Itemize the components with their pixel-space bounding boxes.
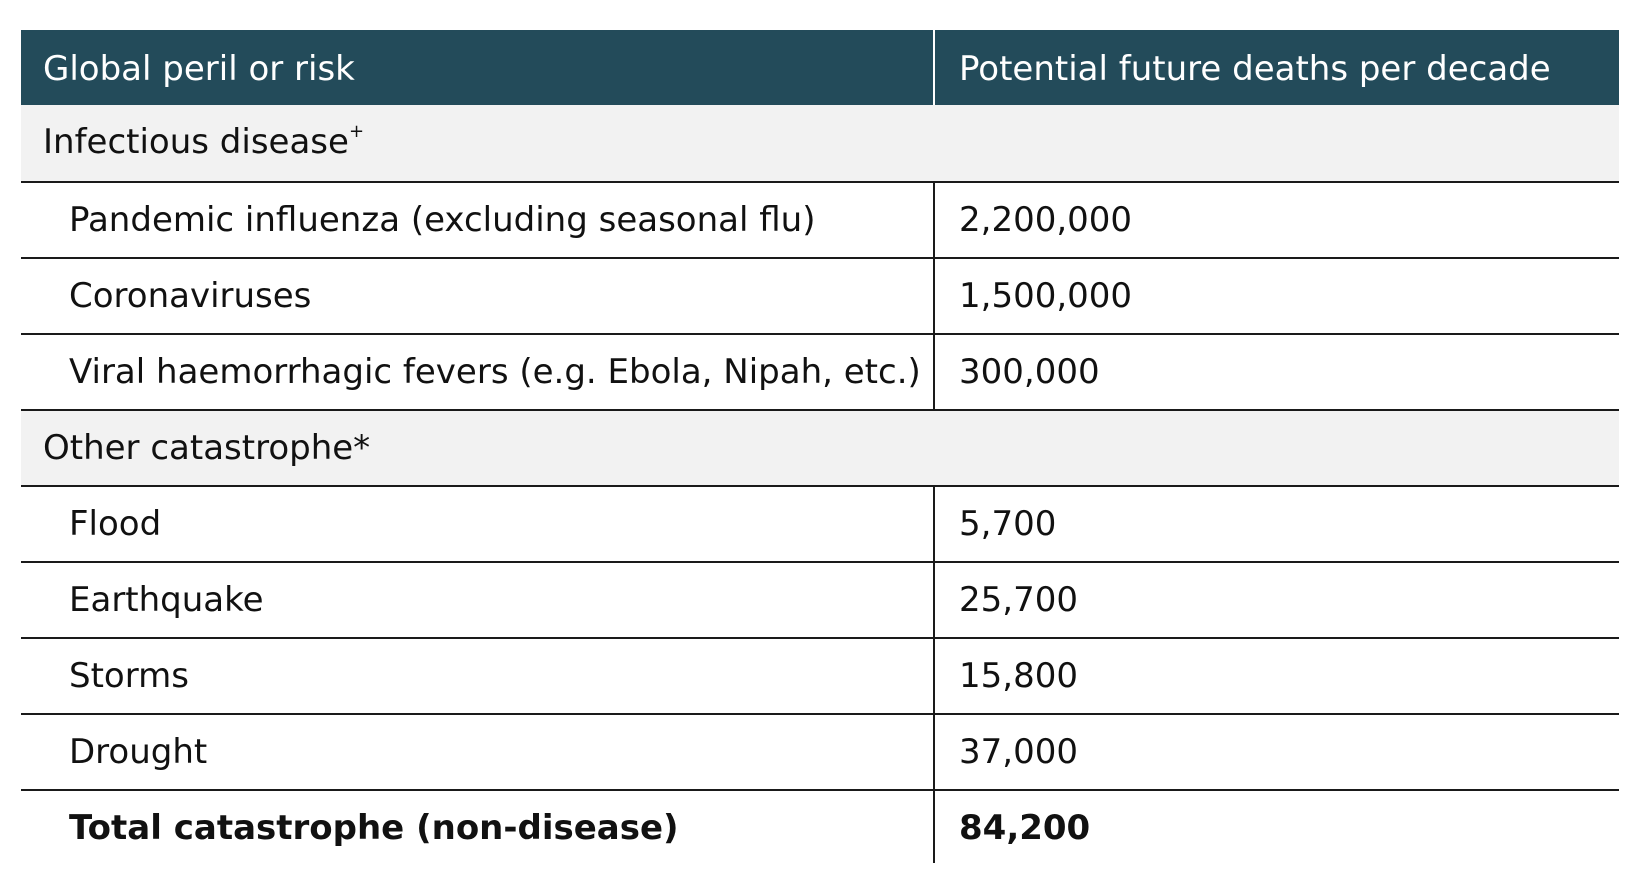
risk-cell: Earthquake xyxy=(69,580,264,620)
risk-cell: Storms xyxy=(69,656,189,696)
risk-cell: Viral haemorrhagic fevers (e.g. Ebola, Nipah, etc.) xyxy=(69,352,921,392)
deaths-cell: 300,000 xyxy=(933,335,1619,409)
section-label: Infectious disease+ xyxy=(43,121,365,162)
section-infectious-disease xyxy=(21,105,1619,181)
table-row xyxy=(21,561,1619,637)
risk-cell: Flood xyxy=(69,504,162,544)
section-marker: + xyxy=(348,121,365,142)
table-row xyxy=(21,257,1619,333)
risk-cell: Pandemic influenza (excluding seasonal flu) xyxy=(69,200,816,240)
header-deaths: Potential future deaths per decade xyxy=(933,30,1619,105)
table-row xyxy=(21,637,1619,713)
total-value: 84,200 xyxy=(933,791,1619,863)
total-row xyxy=(21,789,1619,865)
deaths-cell: 1,500,000 xyxy=(933,259,1619,333)
table-row xyxy=(21,181,1619,257)
table-header xyxy=(21,30,1619,105)
deaths-cell: 25,700 xyxy=(933,563,1619,637)
table-row xyxy=(21,713,1619,789)
table-row xyxy=(21,333,1619,409)
risk-table xyxy=(21,30,1619,865)
risk-cell: Drought xyxy=(69,732,208,772)
section-other-catastrophe xyxy=(21,409,1619,485)
deaths-cell: 2,200,000 xyxy=(933,183,1619,257)
table-row xyxy=(21,485,1619,561)
deaths-cell: 15,800 xyxy=(933,639,1619,713)
header-risk: Global peril or risk xyxy=(43,49,355,89)
deaths-cell: 37,000 xyxy=(933,715,1619,789)
deaths-cell: 5,700 xyxy=(933,487,1619,561)
risk-cell: Coronaviruses xyxy=(69,276,312,316)
total-label: Total catastrophe (non-disease) xyxy=(69,808,679,848)
section-label: Other catastrophe* xyxy=(43,428,371,468)
